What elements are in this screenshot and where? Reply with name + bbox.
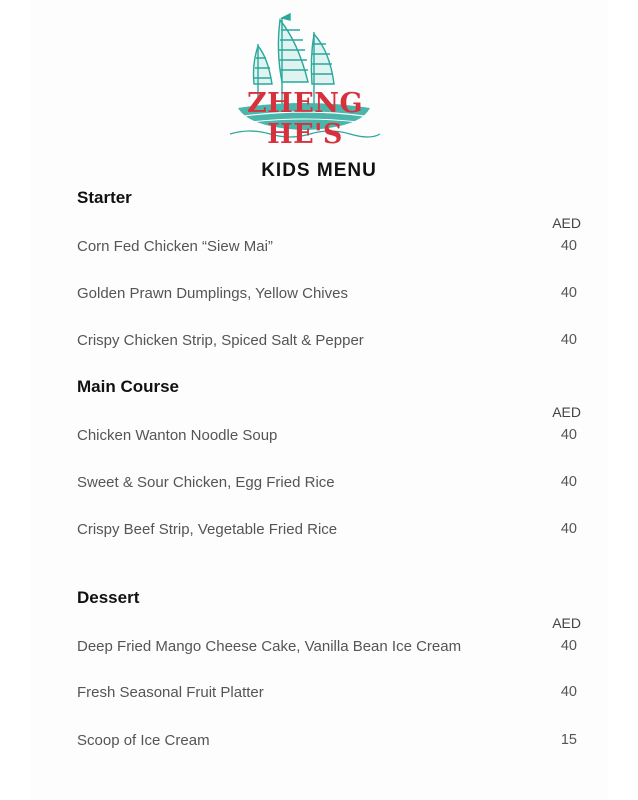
currency-label: AED: [552, 615, 581, 631]
currency-label: AED: [552, 215, 581, 231]
menu-item: [77, 638, 577, 660]
item-price: 15: [560, 732, 577, 748]
item-price: 40: [560, 332, 577, 348]
zheng-hes-logo: [210, 12, 400, 150]
item-name: Fresh Seasonal Fruit Platter: [77, 684, 264, 701]
item-name: Scoop of Ice Cream: [77, 732, 210, 749]
item-name: Crispy Chicken Strip, Spiced Salt & Pepper: [77, 332, 364, 349]
item-price: 40: [560, 638, 577, 654]
item-name: Corn Fed Chicken “Siew Mai”: [77, 238, 273, 255]
item-name: Sweet & Sour Chicken, Egg Fried Rice: [77, 474, 335, 491]
section-title-main-course: Main Course: [77, 377, 180, 396]
logo-wordmark: ZHENG HE'S: [246, 88, 364, 150]
menu-item: [77, 474, 577, 496]
menu-item: [77, 732, 577, 754]
item-name: Chicken Wanton Noodle Soup: [77, 427, 278, 444]
menu-item: [77, 521, 577, 543]
item-price: 40: [560, 285, 577, 301]
item-name: Deep Fried Mango Cheese Cake, Vanilla Bean Ice Cream: [77, 638, 462, 655]
item-price: 40: [560, 474, 577, 490]
menu-item: [77, 427, 577, 449]
menu-item: [77, 332, 577, 354]
menu-title: KIDS MENU: [261, 160, 377, 181]
section-title-starter: Starter: [77, 188, 132, 207]
item-name: Crispy Beef Strip, Vegetable Fried Rice: [77, 521, 338, 538]
section-title-dessert: Dessert: [77, 588, 140, 607]
item-price: 40: [560, 521, 577, 537]
item-price: 40: [560, 427, 577, 443]
menu-item: [77, 684, 577, 706]
item-name: Golden Prawn Dumplings, Yellow Chives: [77, 285, 348, 302]
menu-item: [77, 285, 577, 307]
menu-item: [77, 238, 577, 260]
item-price: 40: [560, 238, 577, 254]
item-price: 40: [560, 684, 577, 700]
currency-label: AED: [552, 404, 581, 420]
